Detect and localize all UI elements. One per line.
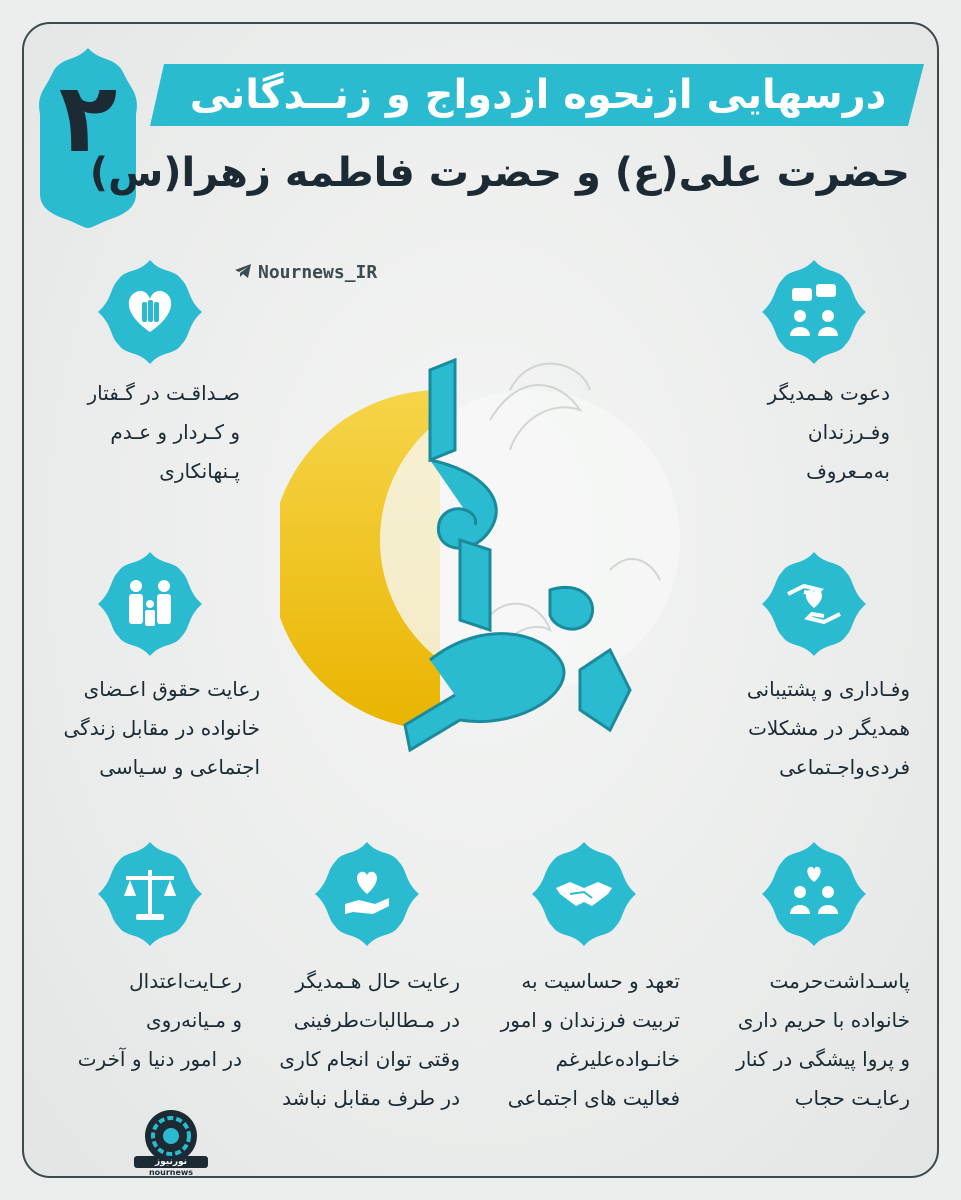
- couple-heart-icon: [760, 840, 868, 948]
- hand-heart-icon: [313, 840, 421, 948]
- logo-sub: nournews: [148, 1168, 194, 1177]
- handshake-icon-badge: [530, 840, 638, 948]
- chat-people-icon-badge: [760, 258, 868, 366]
- scales-icon-badge: [96, 840, 204, 948]
- badge-number: ۲: [58, 62, 118, 174]
- telegram-icon: [234, 262, 252, 283]
- family-icon-badge: [96, 550, 204, 658]
- family-icon: [96, 550, 204, 658]
- handshake-icon: [530, 840, 638, 948]
- ali-zahra-calligraphy-art: [280, 330, 700, 780]
- hands-heart-icon-badge: [760, 550, 868, 658]
- telegram-handle[interactable]: [234, 262, 377, 283]
- page-subtitle: حضرت علی(ع) و حضرت فاطمه زهرا(س): [89, 150, 910, 196]
- heart-hand-icon-badge: [96, 258, 204, 366]
- item-honesty-text: صـداقـت در گـفتار و کـردار و عـدم پـنهانکاری: [87, 381, 240, 483]
- logo-text: [134, 1156, 208, 1177]
- scales-icon: [96, 840, 204, 948]
- item-invite-text: دعوت هـمدیگر وفـرزندان به‌مـعروف: [767, 381, 890, 483]
- couple-heart-icon-badge: [760, 840, 868, 948]
- item-respect-text: پاسـداشت‌حرمت خانواده با حریم داری و پروا پیشگی در کنار رعایـت حجاب: [736, 969, 910, 1110]
- item-consideration-text: رعایت حال هـمدیگر در مـطالبات‌طرفینی وقتی توان انجام کاری در طرف مقابل نباشد: [279, 969, 460, 1110]
- logo-name: نورنیوز: [134, 1156, 208, 1168]
- page-title: درسهایی ازنحوه ازدواج و زنــدگانی: [189, 72, 887, 118]
- handle-text: Nournews_IR: [258, 262, 378, 283]
- hand-heart-icon-badge: [313, 840, 421, 948]
- item-moderation-text: رعـایت‌اعتدال و مـیانه‌روی در امور دنیا و آخرت: [77, 969, 242, 1071]
- item-family-rights-text: رعایت حقوق اعـضای خانواده در مقابل زندگی اجتماعی و سـیاسی: [63, 677, 260, 779]
- item-commitment-text: تعهد و حساسیت به تربیت فرزندان و امور خانـواده‌علیرغم فعالیت های اجتماعی: [500, 969, 680, 1110]
- hands-heart-icon: [760, 550, 868, 658]
- item-loyalty-text: وفـاداری و پشتیبانی همدیگر در مشکلات فردی‌واجـتماعی: [746, 677, 910, 779]
- chat-people-icon: [760, 258, 868, 366]
- heart-hand-icon: [96, 258, 204, 366]
